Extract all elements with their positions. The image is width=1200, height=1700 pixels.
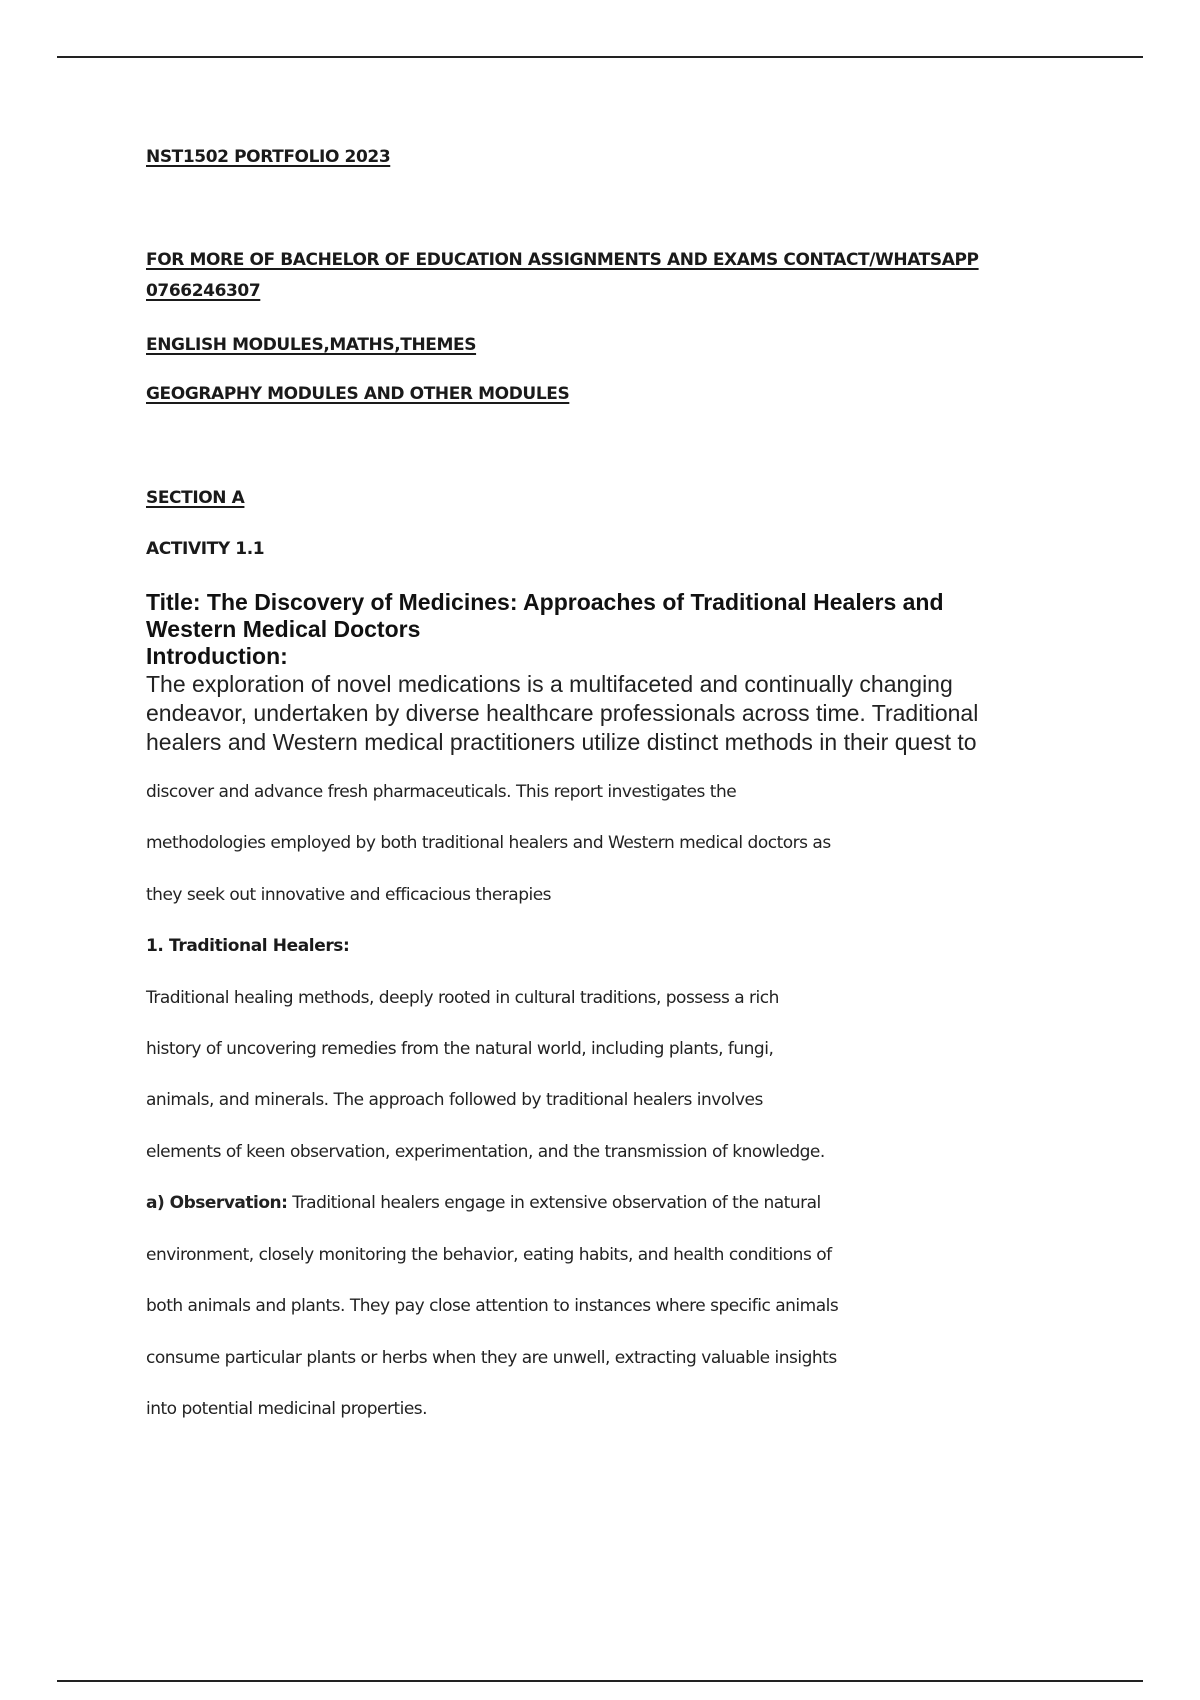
intro-heading: Introduction:: [146, 643, 288, 669]
activity-heading: ACTIVITY 1.1: [146, 539, 265, 559]
report-title-line-1: Title: The Discovery of Medicines: Approaches of Traditional Healers and: [146, 589, 944, 615]
bottom-page-rule: [57, 1680, 1143, 1682]
intro-continuation-line: discover and advance fresh pharmaceuticals. This report investigates the: [146, 782, 737, 802]
observation-line: environment, closely monitoring the behavior, eating habits, and health conditions of: [146, 1245, 832, 1265]
traditional-line: animals, and minerals. The approach followed by traditional healers involves: [146, 1090, 763, 1110]
contact-phone: 0766246307: [146, 281, 261, 301]
intro-line: The exploration of novel medications is a multifaceted and continually changing: [146, 671, 953, 697]
intro-line: endeavor, undertaken by diverse healthcare professionals across time. Traditional: [146, 700, 979, 726]
traditional-line: elements of keen observation, experimentation, and the transmission of knowledge.: [146, 1142, 825, 1162]
intro-line: healers and Western medical practitioners utilize distinct methods in their quest to: [146, 729, 977, 755]
intro-continuation-line: they seek out innovative and efficacious therapies: [146, 885, 552, 905]
observation-line: both animals and plants. They pay close attention to instances where specific animals: [146, 1296, 839, 1316]
traditional-line: history of uncovering remedies from the natural world, including plants, fungi,: [146, 1039, 774, 1059]
section-heading: SECTION A: [146, 488, 245, 508]
contact-line-1: FOR MORE OF BACHELOR OF EDUCATION ASSIGNMENTS AND EXAMS CONTACT/WHATSAPP: [146, 250, 979, 270]
observation-line: consume particular plants or herbs when they are unwell, extracting valuable insights: [146, 1348, 837, 1368]
observation-paragraph-first-line: [146, 1193, 821, 1213]
modules-line-1: ENGLISH MODULES,MATHS,THEMES: [146, 335, 477, 355]
observation-first-text: Traditional healers engage in extensive observation of the natural: [287, 1193, 821, 1213]
portfolio-title: NST1502 PORTFOLIO 2023: [146, 147, 391, 167]
observation-line: into potential medicinal properties.: [146, 1399, 428, 1419]
top-page-rule: [57, 56, 1143, 58]
traditional-line: Traditional healing methods, deeply rooted in cultural traditions, possess a rich: [146, 988, 779, 1008]
report-title-line-2: Western Medical Doctors: [146, 616, 421, 642]
subheading-traditional-healers: 1. Traditional Healers:: [146, 936, 350, 956]
modules-line-2: GEOGRAPHY MODULES AND OTHER MODULES: [146, 384, 570, 404]
observation-label: a) Observation:: [146, 1193, 288, 1213]
intro-continuation-line: methodologies employed by both traditional healers and Western medical doctors as: [146, 833, 831, 853]
